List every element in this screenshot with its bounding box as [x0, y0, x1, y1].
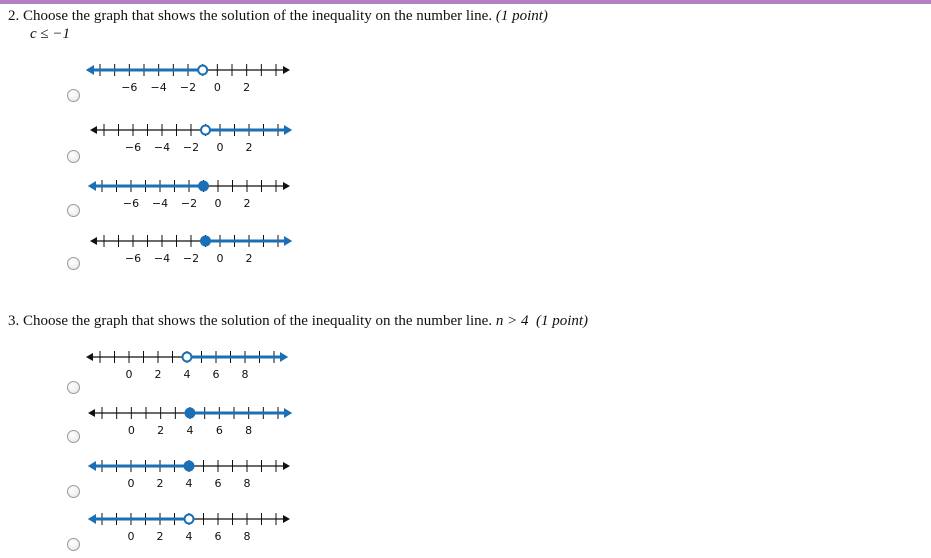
radio-button[interactable]: [67, 89, 80, 102]
arrow-right-icon: [283, 66, 290, 74]
tick-label: 0: [127, 530, 135, 543]
tick-label: 2: [245, 252, 253, 265]
number-line: [83, 457, 295, 491]
tick-label: 6: [214, 530, 222, 543]
tick-label: −6: [124, 141, 142, 154]
arrow-left-icon: [88, 409, 95, 417]
tick-label: 0: [127, 424, 135, 437]
number-line: [85, 121, 297, 155]
question-3-points: (1 point): [535, 313, 589, 329]
arrow-right-icon: [283, 462, 290, 470]
question-3-title: [8, 313, 588, 330]
tick-label: 4: [183, 368, 191, 381]
tick-label: 4: [186, 424, 194, 437]
tick-label: 2: [156, 530, 164, 543]
tick-label: −4: [150, 81, 167, 94]
radio-button[interactable]: [67, 204, 80, 217]
radio-button[interactable]: [67, 485, 80, 498]
arrow-right-icon: [283, 515, 290, 523]
question-2-title: [8, 8, 548, 25]
tick-label: 2: [156, 477, 164, 490]
tick-label: 2: [245, 141, 253, 154]
tick-label: −2: [182, 252, 200, 265]
solution-arrow-icon: [284, 408, 292, 418]
open-point-icon: [198, 66, 207, 75]
solution-arrow-icon: [284, 236, 292, 246]
tick-label: 4: [185, 477, 193, 490]
tick-label: −6: [121, 81, 138, 94]
number-line: [83, 510, 295, 544]
arrow-left-icon: [90, 126, 97, 134]
solution-arrow-icon: [284, 125, 292, 135]
number-line: [81, 61, 295, 95]
radio-button[interactable]: [67, 150, 80, 163]
arrow-right-icon: [283, 182, 290, 190]
question-2-inequality: c ≤ −1: [30, 26, 71, 42]
closed-point-icon: [200, 236, 211, 247]
number-line: [83, 404, 297, 438]
tick-label: −4: [153, 141, 171, 154]
tick-label: −2: [179, 81, 197, 94]
number-line: [81, 348, 293, 382]
number-line: [83, 177, 295, 211]
tick-label: 0: [125, 368, 133, 381]
open-point-icon: [185, 515, 194, 524]
tick-label: 0: [216, 252, 224, 265]
tick-label: 2: [243, 197, 251, 210]
arrow-left-icon: [86, 353, 93, 361]
solution-arrow-icon: [88, 514, 96, 524]
solution-arrow-icon: [86, 65, 94, 75]
open-point-icon: [201, 126, 210, 135]
closed-point-icon: [198, 181, 209, 192]
radio-button[interactable]: [67, 381, 80, 394]
open-point-icon: [183, 353, 192, 362]
tick-label: 2: [157, 424, 165, 437]
radio-button[interactable]: [67, 430, 80, 443]
top-accent-bar: [0, 0, 931, 4]
solution-arrow-icon: [88, 461, 96, 471]
solution-arrow-icon: [88, 181, 96, 191]
tick-label: −4: [153, 252, 171, 265]
question-2-prompt: 2. Choose the graph that shows the solution of the inequality on the number line.: [8, 8, 493, 24]
question-3-prompt: 3. Choose the graph that shows the solution of the inequality on the number line.: [8, 313, 493, 329]
tick-label: −2: [180, 197, 198, 210]
tick-label: 6: [212, 368, 220, 381]
arrow-left-icon: [90, 237, 97, 245]
tick-label: 8: [243, 477, 251, 490]
tick-label: −6: [124, 252, 142, 265]
tick-label: 0: [216, 141, 224, 154]
tick-label: −4: [151, 197, 169, 210]
radio-button[interactable]: [67, 538, 80, 551]
tick-label: 8: [245, 424, 253, 437]
solution-arrow-icon: [280, 352, 288, 362]
tick-label: 2: [154, 368, 162, 381]
tick-label: −2: [182, 141, 200, 154]
tick-label: 0: [214, 197, 222, 210]
question-3-inequality: n > 4: [495, 313, 529, 329]
question-2-points: (1 point): [495, 8, 548, 24]
tick-label: 8: [243, 530, 251, 543]
closed-point-icon: [185, 408, 196, 419]
tick-label: 6: [214, 477, 222, 490]
tick-label: 6: [215, 424, 223, 437]
tick-label: 8: [241, 368, 249, 381]
tick-label: 0: [213, 81, 221, 94]
tick-label: 2: [243, 81, 251, 94]
radio-button[interactable]: [67, 257, 80, 270]
number-line: [85, 232, 297, 266]
tick-label: −6: [122, 197, 140, 210]
tick-label: 4: [185, 530, 193, 543]
tick-label: 0: [127, 477, 135, 490]
closed-point-icon: [184, 461, 195, 472]
